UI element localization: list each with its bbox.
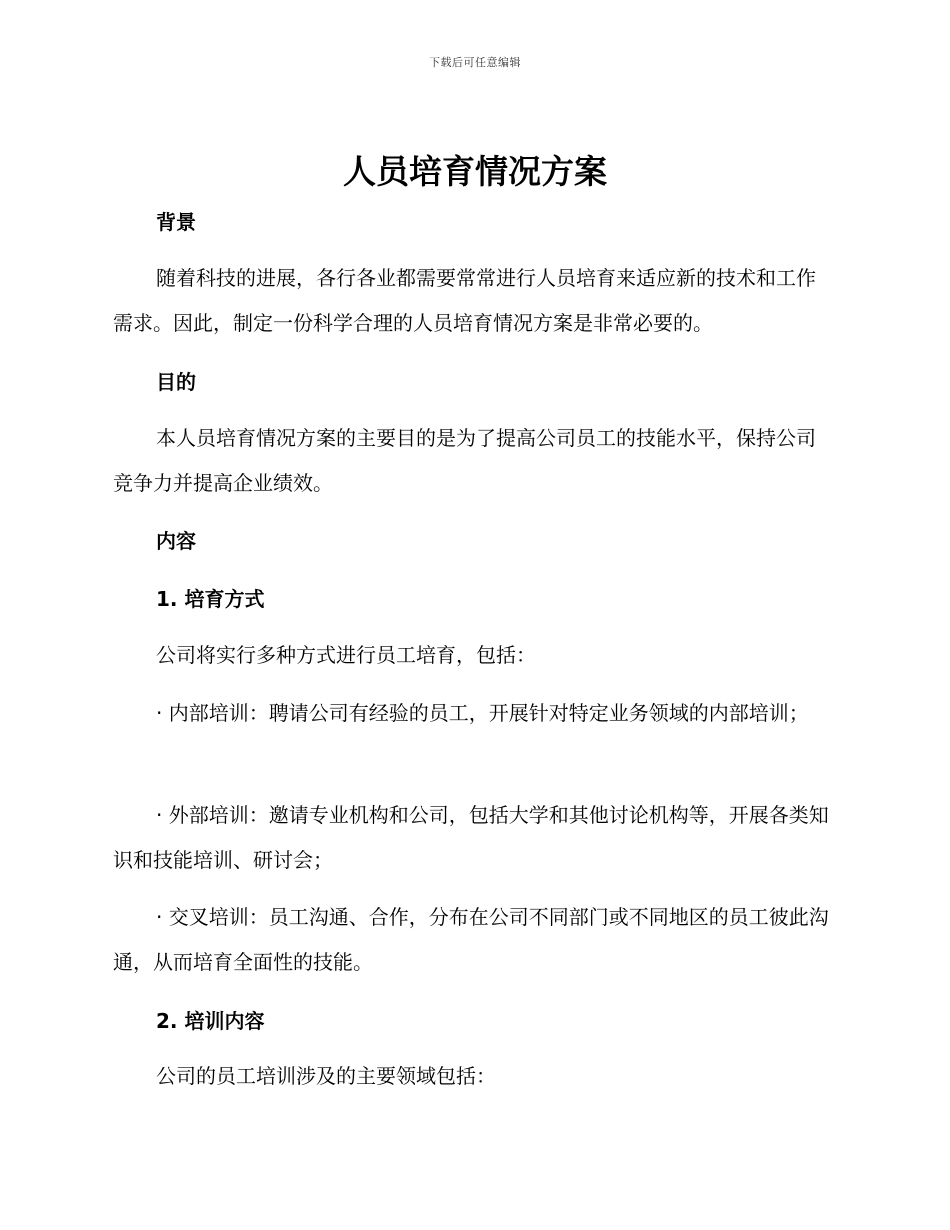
document-title: 人员培育情况方案 xyxy=(343,152,607,191)
method-heading: 1. 培育方式 xyxy=(156,587,265,611)
training-intro: 公司的员工培训涉及的主要领域包括： xyxy=(156,1064,496,1088)
method-item-external: · 外部培训：邀请专业机构和公司，包括大学和其他讨论机构等，开展各类知识和技能培训、研讨会； xyxy=(113,803,829,872)
training-heading: 2. 培训内容 xyxy=(156,1009,265,1033)
purpose-heading: 目的 xyxy=(156,370,196,394)
background-heading: 背景 xyxy=(156,210,196,234)
header-note: 下载后可任意编辑 xyxy=(429,56,521,69)
background-paragraph: 随着科技的进展，各行各业都需要常常进行人员培育来适应新的技术和工作需求。因此，制定一份科学合理的人员培育情况方案是非常必要的。 xyxy=(113,266,816,335)
method-item-internal: · 内部培训：聘请公司有经验的员工，开展针对特定业务领域的内部培训； xyxy=(156,701,809,725)
method-item-cross: · 交叉培训：员工沟通、合作，分布在公司不同部门或不同地区的员工彼此沟通，从而培育全面性的技能。 xyxy=(113,905,829,974)
purpose-paragraph: 本人员培育情况方案的主要目的是为了提高公司员工的技能水平，保持公司竞争力并提高企业绩效。 xyxy=(113,426,816,495)
method-intro: 公司将实行多种方式进行员工培育，包括： xyxy=(156,643,536,667)
content-heading: 内容 xyxy=(156,529,196,553)
